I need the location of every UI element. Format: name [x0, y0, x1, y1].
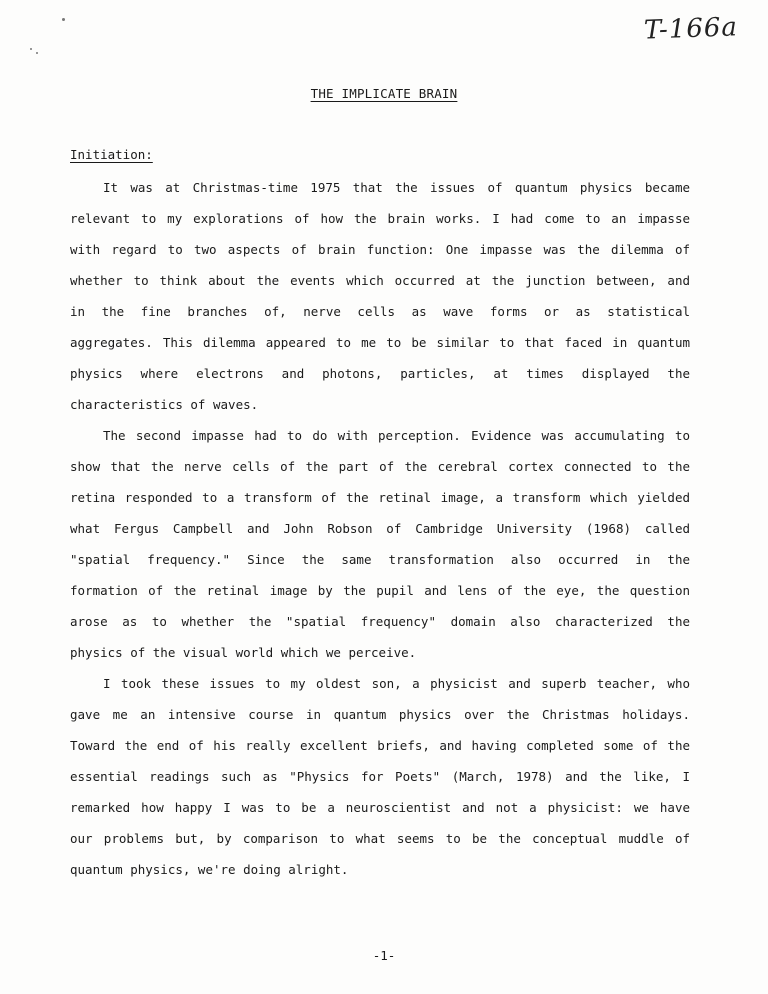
document-title-text: THE IMPLICATE BRAIN	[310, 86, 458, 101]
text-line: aggregates. This dilemma appeared to me to be similar to that faced in quantum	[70, 335, 690, 350]
text-line: formation of the retinal image by the pupil and lens of the eye, the question	[70, 583, 690, 598]
section-heading: Initiation:	[70, 147, 153, 162]
page-number: -1-	[372, 948, 396, 963]
scan-speck	[30, 48, 32, 50]
scan-speck	[62, 18, 65, 21]
text-line: essential readings such as "Physics for Poets" (March, 1978) and the like, I	[70, 769, 690, 784]
document-title	[0, 86, 768, 101]
text-line: gave me an intensive course in quantum physics over the Christmas holidays.	[70, 707, 690, 722]
text-line: our problems but, by comparison to what seems to be the conceptual muddle of	[70, 831, 690, 846]
text-line: Toward the end of his really excellent briefs, and having completed some of the	[70, 738, 690, 753]
text-line: I took these issues to my oldest son, a physicist and superb teacher, who	[103, 676, 690, 691]
text-line: "spatial frequency." Since the same transformation also occurred in the	[70, 552, 690, 567]
text-line: whether to think about the events which occurred at the junction between, and	[70, 273, 690, 288]
text-line: with regard to two aspects of brain function: One impasse was the dilemma of	[70, 242, 690, 257]
text-line: physics where electrons and photons, particles, at times displayed the	[70, 366, 690, 381]
text-line: show that the nerve cells of the part of the cerebral cortex connected to the	[70, 459, 690, 474]
text-line: quantum physics, we're doing alright.	[70, 862, 349, 877]
text-line: physics of the visual world which we perceive.	[70, 645, 417, 660]
text-line: remarked how happy I was to be a neuroscientist and not a physicist: we have	[70, 800, 690, 815]
text-line: The second impasse had to do with perception. Evidence was accumulating to	[103, 428, 690, 443]
handwritten-document-id: T-166a	[643, 12, 739, 46]
scan-speck	[36, 52, 38, 54]
text-line: relevant to my explorations of how the brain works. I had come to an impasse	[70, 211, 690, 226]
text-line: It was at Christmas-time 1975 that the issues of quantum physics became	[103, 180, 690, 195]
text-line: arose as to whether the "spatial frequency" domain also characterized the	[70, 614, 690, 629]
text-line: in the fine branches of, nerve cells as wave forms or as statistical	[70, 304, 690, 319]
text-line: characteristics of waves.	[70, 397, 259, 412]
text-line: retina responded to a transform of the retinal image, a transform which yielded	[70, 490, 690, 505]
text-line: what Fergus Campbell and John Robson of Cambridge University (1968) called	[70, 521, 690, 536]
